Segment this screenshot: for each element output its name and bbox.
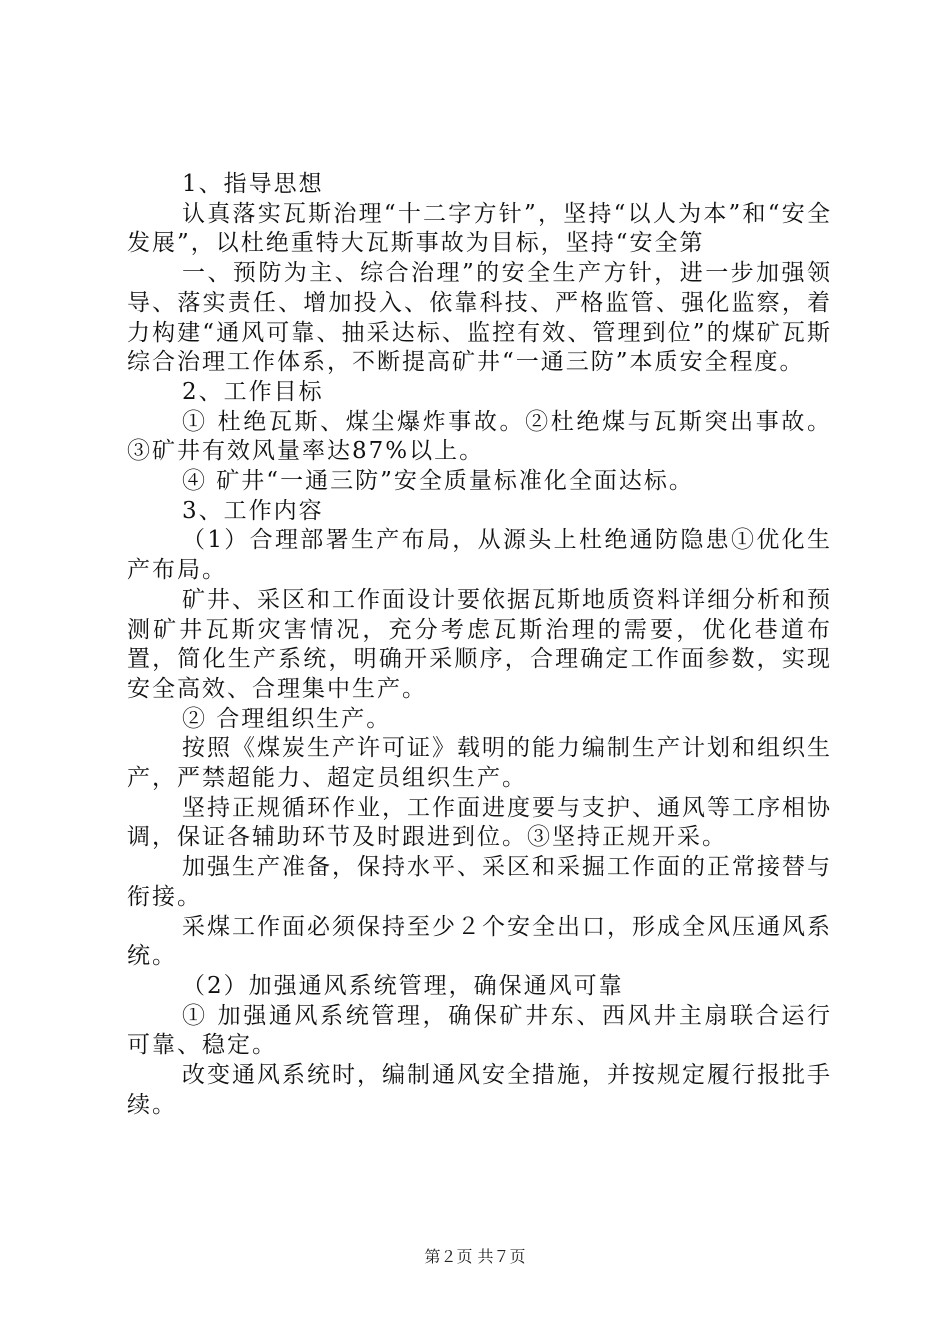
paragraph: （1）合理部署生产布局，从源头上杜绝通防隐患①优化生产布局。 [127,527,832,584]
paragraph: 加强生产准备，保持水平、采区和采掘工作面的正常接替与衔接。 [127,854,832,910]
paragraph: ① 杜绝瓦斯、煤尘爆炸事故。②杜绝煤与瓦斯突出事故。③矿井有效风量率达87%以上。 [127,408,832,465]
paragraph: 按照《煤炭生产许可证》载明的能力编制生产计划和组织生产，严禁超能力、超定员组织生产。 [127,735,832,792]
paragraph: 坚持正规循环作业，工作面进度要与支护、通风等工序相协调，保证各辅助环节及时跟进到位。③坚持正规开采。 [127,794,832,851]
paragraph: 采煤工作面必须保持至少２个安全出口，形成全风压通风系统。 [127,913,832,970]
paragraph: 认真落实瓦斯治理“十二字方针”，坚持“以人为本”和“安全发展”，以杜绝重特大瓦斯事故为目标，坚持“安全第 [127,200,832,257]
paragraph: （2）加强通风系统管理，确保通风可靠 [182,972,624,999]
paragraph: ④ 矿井“一通三防”安全质量标准化全面达标。 [182,468,694,495]
document-body [127,170,832,1121]
page-footer: 第２页 共７页 [424,1247,526,1266]
paragraph: 矿井、采区和工作面设计要依据瓦斯地质资料详细分析和预测矿井瓦斯灾害情况，充分考虑瓦斯治理的需要，优化巷道布置，简化生产系统，明确开采顺序，合理确定工作面参数，实现安全高效、合理集中生产。 [127,586,832,702]
paragraph: 1、指导思想 [182,171,324,197]
paragraph: ① 加强通风系统管理，确保矿井东、西风井主扇联合运行可靠、稳定。 [127,1002,832,1059]
paragraph: 3、工作内容 [182,497,324,524]
paragraph: 改变通风系统时，编制通风安全措施，并按规定履行报批手续。 [127,1062,832,1118]
paragraph: 2、工作目标 [182,378,324,405]
paragraph: ② 合理组织生产。 [182,705,392,732]
paragraph: 一、预防为主、综合治理”的安全生产方针，进一步加强领导、落实责任、增加投入、依靠科技、严格监管、强化监察，着力构建“通风可靠、抽采达标、监控有效、管理到位”的煤矿瓦斯综合治理工作体系，不断提高矿井“一通三防”本质安全程度。 [127,260,832,376]
